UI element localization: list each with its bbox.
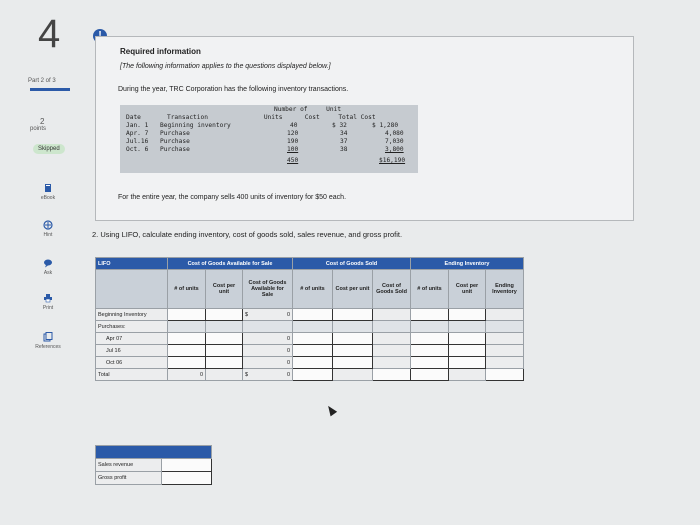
table-row	[96, 345, 524, 357]
input-cell[interactable]	[333, 345, 373, 357]
question-text: 2. Using LIFO, calculate ending inventory, cost of goods sold, sales revenue, and gross profit.	[92, 230, 403, 239]
input-cell[interactable]	[168, 333, 206, 345]
sidebar-item-references[interactable]	[18, 332, 78, 350]
sales-info: For the entire year, the company sells 400 units of inventory for $50 each.	[118, 194, 347, 201]
input-cell[interactable]	[411, 333, 449, 345]
computed-value: 0	[243, 333, 293, 345]
sidebar-item-label: eBook	[40, 195, 56, 201]
part-progress-bar	[30, 88, 70, 91]
row-label: Jul 16	[96, 345, 168, 357]
inventory-units: 190	[287, 138, 299, 145]
computed-cell	[373, 309, 411, 321]
empty-cell	[486, 321, 524, 333]
column-header: Ending Inventory	[486, 270, 524, 309]
computed-cell	[373, 357, 411, 369]
input-cell[interactable]	[168, 345, 206, 357]
inventory-date: Jan. 1	[126, 122, 149, 129]
input-cell[interactable]	[168, 309, 206, 321]
empty-cell	[293, 321, 333, 333]
input-cell[interactable]	[206, 333, 243, 345]
group-header: Ending Inventory	[411, 258, 524, 270]
inventory-units: 40	[290, 122, 298, 129]
input-cell[interactable]	[206, 309, 243, 321]
column-header: Cost per unit	[333, 270, 373, 309]
inventory-transaction: Beginning inventory	[160, 122, 231, 129]
table-row	[96, 321, 524, 333]
references-icon	[43, 332, 53, 342]
sidebar-item-hint[interactable]	[18, 220, 78, 238]
input-cell[interactable]	[293, 309, 333, 321]
sidebar-item-label: References	[35, 344, 61, 350]
row-label: Purchases:	[96, 321, 168, 333]
input-cell[interactable]	[333, 333, 373, 345]
panel-title: Required information	[120, 47, 201, 56]
row-label: Beginning Inventory	[96, 309, 168, 321]
dollar-sign: $	[245, 311, 249, 318]
summary-header	[96, 446, 212, 459]
empty-cell	[411, 321, 449, 333]
computed-cell	[333, 369, 373, 381]
part-indicator: Part 2 of 3	[28, 78, 56, 84]
column-header: Cost per unit	[449, 270, 486, 309]
table-row	[96, 459, 212, 472]
inventory-units: 100	[287, 146, 299, 153]
print-icon	[43, 293, 53, 303]
table-row	[96, 333, 524, 345]
status-badge: Skipped	[33, 144, 65, 154]
empty-cell	[206, 321, 243, 333]
inventory-total: $ 1,280	[372, 122, 399, 129]
inventory-header-line-2: Date Transaction Units Cost Total Cost	[126, 114, 376, 121]
inventory-transaction: Purchase	[160, 138, 190, 145]
computed-cell	[243, 369, 293, 381]
input-cell[interactable]	[168, 357, 206, 369]
inventory-cost: 37	[340, 138, 348, 145]
input-cell[interactable]	[411, 309, 449, 321]
input-cell[interactable]	[206, 345, 243, 357]
input-cell[interactable]	[449, 333, 486, 345]
column-header: # of units	[411, 270, 449, 309]
input-cell[interactable]	[333, 309, 373, 321]
inventory-date: Apr. 7	[126, 130, 149, 137]
inventory-total: 3,800	[385, 146, 404, 153]
column-header: # of units	[168, 270, 206, 309]
computed-value: 0	[243, 345, 293, 357]
inventory-total: 7,030	[385, 138, 404, 145]
computed-cell	[373, 345, 411, 357]
row-label: Apr 07	[96, 333, 168, 345]
empty-cell	[168, 321, 206, 333]
inventory-date: Oct. 6	[126, 146, 149, 153]
row-label: Gross profit	[96, 472, 162, 485]
row-label: Total	[96, 369, 168, 381]
input-cell[interactable]	[293, 369, 333, 381]
input-cell[interactable]	[449, 345, 486, 357]
points-label: points	[30, 126, 47, 132]
computed-cell	[486, 333, 524, 345]
column-header: # of units	[293, 270, 333, 309]
computed-value: 0	[168, 369, 206, 381]
method-label: LIFO	[96, 258, 168, 270]
points-value: 2	[40, 117, 45, 126]
input-cell[interactable]	[411, 345, 449, 357]
computed-value: 0	[286, 371, 290, 378]
group-header: Cost of Goods Available for Sale	[168, 258, 293, 270]
table-row-total	[96, 369, 524, 381]
input-cell[interactable]	[293, 345, 333, 357]
input-cell[interactable]	[206, 357, 243, 369]
hint-icon	[43, 220, 53, 230]
inventory-transaction: Purchase	[160, 146, 190, 153]
row-label: Sales revenue	[96, 459, 162, 472]
empty-cell	[243, 321, 293, 333]
inventory-total-cost: $16,190	[379, 157, 406, 164]
inventory-cost: 38	[340, 146, 348, 153]
inventory-cost: 34	[340, 130, 348, 137]
input-cell[interactable]	[293, 333, 333, 345]
dollar-sign: $	[245, 371, 249, 378]
input-cell[interactable]	[293, 357, 333, 369]
empty-cell	[373, 321, 411, 333]
computed-cell	[486, 309, 524, 321]
inventory-cost: $ 32	[332, 122, 347, 129]
computed-cell	[243, 309, 293, 321]
inventory-transaction: Purchase	[160, 130, 190, 137]
panel-note: [The following information applies to the questions displayed below.]	[120, 63, 331, 70]
table-row	[96, 472, 212, 485]
column-header: Cost of Goods Available for Sale	[243, 270, 293, 309]
chat-icon	[43, 258, 53, 268]
mouse-cursor-icon	[325, 404, 337, 417]
input-cell[interactable]	[449, 357, 486, 369]
empty-cell	[333, 321, 373, 333]
gross-profit-input[interactable]	[162, 472, 212, 485]
column-header: Cost per unit	[206, 270, 243, 309]
lifo-table	[95, 257, 524, 381]
computed-value: 0	[286, 311, 290, 318]
input-cell[interactable]	[373, 369, 411, 381]
sidebar-item-print[interactable]	[18, 293, 78, 311]
computed-cell	[206, 369, 243, 381]
panel-intro: During the year, TRC Corporation has the following inventory transactions.	[118, 86, 349, 93]
summary-table	[95, 445, 212, 485]
input-cell[interactable]	[333, 357, 373, 369]
sidebar-item-label: Print	[42, 305, 54, 311]
sidebar-item-label: Ask	[43, 270, 53, 276]
inventory-date: Jul.16	[126, 138, 149, 145]
computed-cell	[449, 369, 486, 381]
computed-cell	[373, 333, 411, 345]
inventory-total: 4,080	[385, 130, 404, 137]
book-icon	[43, 183, 53, 193]
computed-value: 0	[243, 357, 293, 369]
sidebar-item-ask[interactable]	[18, 258, 78, 276]
sidebar-item-ebook[interactable]	[18, 183, 78, 201]
inventory-units: 120	[287, 130, 299, 137]
table-row	[96, 309, 524, 321]
empty-cell	[449, 321, 486, 333]
blank-header	[96, 270, 168, 309]
computed-cell	[486, 357, 524, 369]
input-cell[interactable]	[486, 369, 524, 381]
computed-cell	[486, 345, 524, 357]
group-header: Cost of Goods Sold	[293, 258, 411, 270]
inventory-header-line-1: Number of Unit	[274, 106, 342, 113]
sidebar-item-label: Hint	[43, 232, 53, 238]
inventory-total-units: 450	[287, 157, 299, 164]
input-cell[interactable]	[411, 357, 449, 369]
sales-revenue-input[interactable]	[162, 459, 212, 472]
question-number: 4	[38, 12, 61, 56]
row-label: Oct 06	[96, 357, 168, 369]
column-header: Cost of Goods Sold	[373, 270, 411, 309]
input-cell[interactable]	[449, 309, 486, 321]
input-cell[interactable]	[411, 369, 449, 381]
inventory-transactions-table	[120, 105, 418, 173]
table-row	[96, 357, 524, 369]
